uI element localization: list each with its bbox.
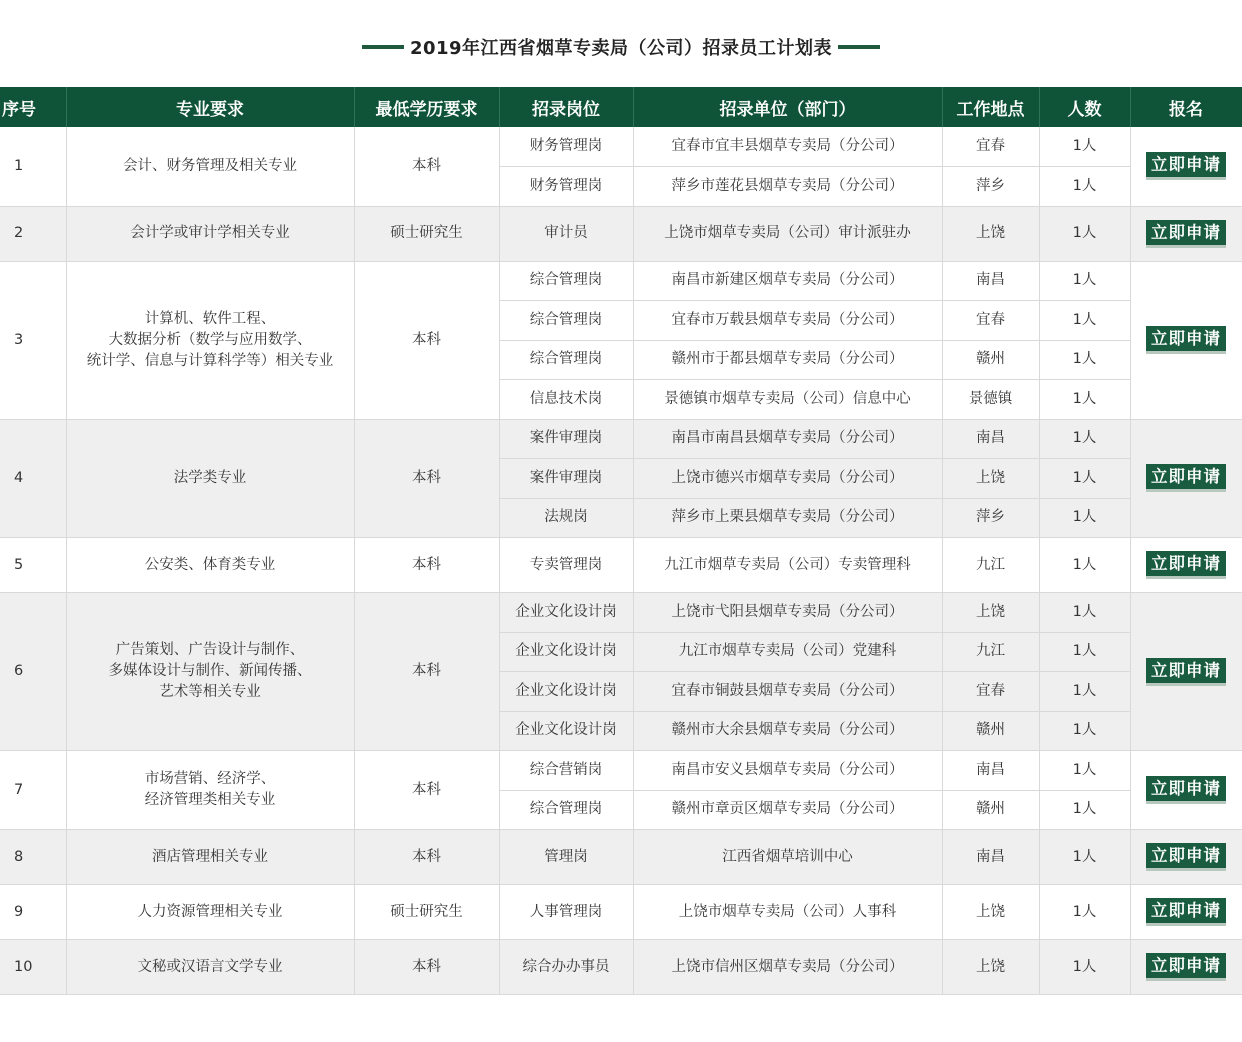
major-line: 统计学、信息与计算科学等）相关专业	[86, 352, 334, 369]
apply-button[interactable]: 立即申请	[1146, 658, 1226, 686]
major-line: 大数据分析（数学与应用数学、	[108, 331, 312, 348]
cell-education: 硕士研究生	[354, 885, 499, 940]
cell-apply	[1130, 593, 1242, 751]
cell-post: 综合办办事员	[499, 940, 633, 995]
cell-location: 宜春	[942, 672, 1039, 712]
table-group	[0, 419, 1242, 538]
cell-seq: 9	[0, 885, 66, 940]
table-group	[0, 538, 1242, 593]
cell-seq: 8	[0, 830, 66, 885]
apply-button[interactable]: 立即申请	[1146, 898, 1226, 926]
table-group	[0, 751, 1242, 830]
cell-education: 本科	[354, 419, 499, 538]
cell-unit: 上饶市弋阳县烟草专卖局（分公司）	[633, 593, 942, 633]
table-group	[0, 206, 1242, 261]
cell-location: 南昌	[942, 830, 1039, 885]
cell-post: 审计员	[499, 206, 633, 261]
table-row	[0, 830, 1242, 885]
cell-major	[66, 751, 354, 830]
cell-post: 法规岗	[499, 498, 633, 538]
cell-location: 萍乡	[942, 498, 1039, 538]
cell-location: 上饶	[942, 593, 1039, 633]
cell-post: 企业文化设计岗	[499, 672, 633, 712]
cell-major	[66, 261, 354, 419]
cell-count: 1人	[1039, 419, 1130, 459]
cell-major	[66, 885, 354, 940]
apply-button[interactable]: 立即申请	[1146, 953, 1226, 981]
cell-location: 九江	[942, 538, 1039, 593]
cell-major	[66, 830, 354, 885]
apply-button[interactable]: 立即申请	[1146, 551, 1226, 579]
cell-count: 1人	[1039, 301, 1130, 341]
recruitment-plan-table	[0, 87, 1242, 995]
table-row	[0, 751, 1242, 791]
cell-education: 本科	[354, 751, 499, 830]
cell-major	[66, 206, 354, 261]
cell-apply	[1130, 419, 1242, 538]
cell-unit: 上饶市烟草专卖局（公司）人事科	[633, 885, 942, 940]
major-line: 广告策划、广告设计与制作、	[115, 642, 305, 658]
header-unit: 招录单位（部门）	[633, 87, 942, 127]
cell-count: 1人	[1039, 593, 1130, 633]
major-line: 艺术等相关专业	[159, 684, 261, 700]
major-line: 人力资源管理相关专业	[137, 903, 283, 920]
apply-button[interactable]: 立即申请	[1146, 152, 1226, 180]
header-count: 人数	[1039, 87, 1130, 127]
header-apply: 报名	[1130, 87, 1242, 127]
cell-post: 专卖管理岗	[499, 538, 633, 593]
major-line: 市场营销、经济学、	[144, 771, 276, 787]
table-row	[0, 885, 1242, 940]
cell-post: 案件审理岗	[499, 459, 633, 499]
cell-post: 企业文化设计岗	[499, 632, 633, 672]
cell-count: 1人	[1039, 672, 1130, 712]
major-line: 经济管理类相关专业	[144, 792, 276, 808]
table-group	[0, 940, 1242, 995]
cell-count: 1人	[1039, 711, 1130, 751]
cell-location: 萍乡	[942, 167, 1039, 207]
table-row	[0, 538, 1242, 593]
cell-apply	[1130, 261, 1242, 419]
cell-count: 1人	[1039, 790, 1130, 830]
cell-apply	[1130, 940, 1242, 995]
cell-seq: 6	[0, 593, 66, 751]
table-group	[0, 127, 1242, 206]
cell-location: 赣州	[942, 790, 1039, 830]
apply-button[interactable]: 立即申请	[1146, 776, 1226, 804]
cell-count: 1人	[1039, 206, 1130, 261]
cell-seq: 1	[0, 127, 66, 206]
major-line: 会计、财务管理及相关专业	[123, 157, 297, 174]
cell-unit: 宜春市万载县烟草专卖局（分公司）	[633, 301, 942, 341]
cell-apply	[1130, 885, 1242, 940]
header-education: 最低学历要求	[354, 87, 499, 127]
cell-post: 综合管理岗	[499, 261, 633, 301]
cell-education: 本科	[354, 127, 499, 206]
cell-location: 赣州	[942, 340, 1039, 380]
table-header	[0, 87, 1242, 127]
cell-unit: 萍乡市莲花县烟草专卖局（分公司）	[633, 167, 942, 207]
major-line: 公安类、体育类专业	[144, 556, 276, 573]
cell-count: 1人	[1039, 459, 1130, 499]
cell-location: 上饶	[942, 940, 1039, 995]
cell-count: 1人	[1039, 830, 1130, 885]
cell-post: 综合管理岗	[499, 301, 633, 341]
cell-major	[66, 419, 354, 538]
cell-education: 硕士研究生	[354, 206, 499, 261]
cell-post: 财务管理岗	[499, 167, 633, 207]
cell-post: 综合管理岗	[499, 790, 633, 830]
apply-button[interactable]: 立即申请	[1146, 464, 1226, 492]
cell-unit: 九江市烟草专卖局（公司）专卖管理科	[633, 538, 942, 593]
cell-count: 1人	[1039, 538, 1130, 593]
cell-apply	[1130, 830, 1242, 885]
cell-location: 南昌	[942, 261, 1039, 301]
cell-unit: 南昌市南昌县烟草专卖局（分公司）	[633, 419, 942, 459]
cell-unit: 宜春市宜丰县烟草专卖局（分公司）	[633, 127, 942, 167]
cell-major	[66, 593, 354, 751]
cell-location: 九江	[942, 632, 1039, 672]
table-row	[0, 206, 1242, 261]
apply-button[interactable]: 立即申请	[1146, 843, 1226, 871]
table-row	[0, 261, 1242, 301]
cell-apply	[1130, 127, 1242, 206]
table-row	[0, 127, 1242, 167]
cell-unit: 赣州市章贡区烟草专卖局（分公司）	[633, 790, 942, 830]
cell-apply	[1130, 751, 1242, 830]
cell-count: 1人	[1039, 632, 1130, 672]
cell-location: 赣州	[942, 711, 1039, 751]
page-title: 2019年江西省烟草专卖局（公司）招录员工计划表	[409, 38, 833, 59]
header-seq: 序号	[0, 87, 66, 127]
cell-location: 上饶	[942, 206, 1039, 261]
cell-unit: 九江市烟草专卖局（公司）党建科	[633, 632, 942, 672]
cell-count: 1人	[1039, 751, 1130, 791]
cell-location: 宜春	[942, 301, 1039, 341]
title-decoration-right	[838, 45, 880, 49]
cell-location: 宜春	[942, 127, 1039, 167]
table-row	[0, 593, 1242, 633]
cell-post: 财务管理岗	[499, 127, 633, 167]
cell-count: 1人	[1039, 167, 1130, 207]
cell-education: 本科	[354, 830, 499, 885]
cell-count: 1人	[1039, 127, 1130, 167]
header-location: 工作地点	[942, 87, 1039, 127]
page-title-wrap	[0, 32, 1242, 62]
major-line: 文秘或汉语言文学专业	[137, 958, 283, 975]
header-post: 招录岗位	[499, 87, 633, 127]
cell-count: 1人	[1039, 340, 1130, 380]
table-group	[0, 830, 1242, 885]
cell-location: 南昌	[942, 751, 1039, 791]
cell-education: 本科	[354, 940, 499, 995]
major-line: 会计学或审计学相关专业	[130, 225, 290, 241]
apply-button[interactable]: 立即申请	[1146, 220, 1226, 248]
cell-post: 信息技术岗	[499, 380, 633, 420]
cell-education: 本科	[354, 261, 499, 419]
cell-unit: 景德镇市烟草专卖局（公司）信息中心	[633, 380, 942, 420]
cell-post: 企业文化设计岗	[499, 711, 633, 751]
title-decoration-left	[362, 45, 404, 49]
cell-unit: 萍乡市上栗县烟草专卖局（分公司）	[633, 498, 942, 538]
apply-button[interactable]: 立即申请	[1146, 326, 1226, 354]
cell-location: 上饶	[942, 459, 1039, 499]
cell-post: 综合管理岗	[499, 340, 633, 380]
cell-count: 1人	[1039, 885, 1130, 940]
cell-seq: 3	[0, 261, 66, 419]
cell-major	[66, 940, 354, 995]
major-line: 计算机、软件工程、	[144, 310, 276, 327]
cell-unit: 南昌市新建区烟草专卖局（分公司）	[633, 261, 942, 301]
cell-post: 管理岗	[499, 830, 633, 885]
cell-post: 人事管理岗	[499, 885, 633, 940]
cell-seq: 5	[0, 538, 66, 593]
cell-education: 本科	[354, 538, 499, 593]
cell-unit: 上饶市信州区烟草专卖局（分公司）	[633, 940, 942, 995]
cell-post: 案件审理岗	[499, 419, 633, 459]
table-row	[0, 419, 1242, 459]
cell-count: 1人	[1039, 261, 1130, 301]
cell-seq: 10	[0, 940, 66, 995]
cell-education: 本科	[354, 593, 499, 751]
cell-major	[66, 538, 354, 593]
cell-post: 综合营销岗	[499, 751, 633, 791]
cell-location: 景德镇	[942, 380, 1039, 420]
cell-major	[66, 127, 354, 206]
cell-apply	[1130, 538, 1242, 593]
major-line: 酒店管理相关专业	[152, 848, 268, 865]
cell-unit: 南昌市安义县烟草专卖局（分公司）	[633, 751, 942, 791]
cell-location: 上饶	[942, 885, 1039, 940]
cell-post: 企业文化设计岗	[499, 593, 633, 633]
cell-apply	[1130, 206, 1242, 261]
cell-unit: 上饶市德兴市烟草专卖局（分公司）	[633, 459, 942, 499]
cell-seq: 7	[0, 751, 66, 830]
table-group	[0, 593, 1242, 751]
cell-unit: 上饶市烟草专卖局（公司）审计派驻办	[633, 206, 942, 261]
table-group	[0, 885, 1242, 940]
cell-unit: 赣州市于都县烟草专卖局（分公司）	[633, 340, 942, 380]
cell-count: 1人	[1039, 380, 1130, 420]
cell-unit: 赣州市大余县烟草专卖局（分公司）	[633, 711, 942, 751]
cell-count: 1人	[1039, 940, 1130, 995]
table-row	[0, 940, 1242, 995]
major-line: 多媒体设计与制作、新闻传播、	[108, 663, 312, 679]
cell-unit: 宜春市铜鼓县烟草专卖局（分公司）	[633, 672, 942, 712]
table-group	[0, 261, 1242, 419]
cell-count: 1人	[1039, 498, 1130, 538]
cell-seq: 2	[0, 206, 66, 261]
cell-location: 南昌	[942, 419, 1039, 459]
cell-seq: 4	[0, 419, 66, 538]
major-line: 法学类专业	[173, 469, 247, 486]
cell-unit: 江西省烟草培训中心	[633, 830, 942, 885]
header-major: 专业要求	[66, 87, 354, 127]
